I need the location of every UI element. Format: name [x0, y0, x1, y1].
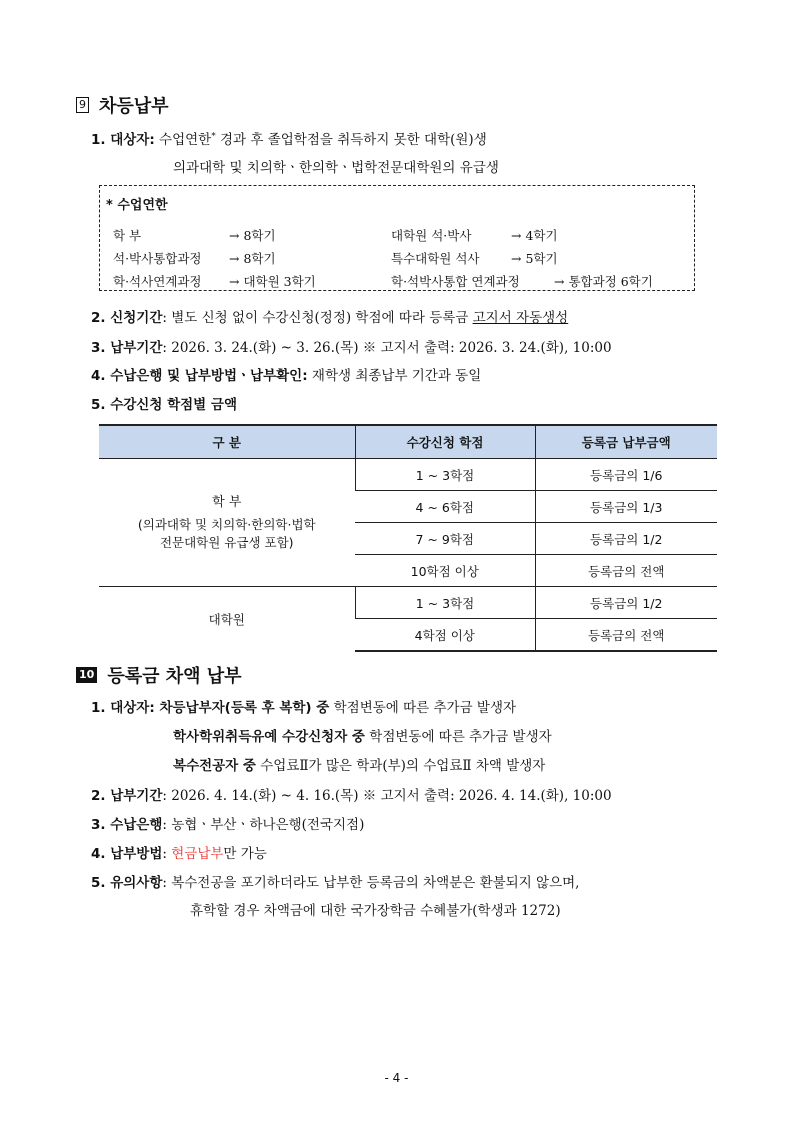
box-row-3-right-value: → 통합과정 6학기 [554, 274, 653, 289]
group-undergrad-cell [99, 459, 355, 587]
box-row-2-left-label: 석·박사통합과정 [113, 251, 202, 266]
s10-target-text-3: 수업료Ⅱ가 많은 학과(부)의 수업료Ⅱ 차액 발생자 [255, 758, 546, 774]
s10-method-colon: : [162, 846, 172, 862]
credits-cell: 4학점 이상 [355, 619, 535, 652]
amount-cell: 등록금의 1/2 [535, 587, 717, 619]
group-undergrad-title: 학 부 [212, 494, 242, 510]
s10-pay-line [91, 784, 612, 804]
s10-pay-label: 2. 납부기간 [91, 788, 163, 804]
s9-bank-line [91, 364, 481, 384]
group-grad-cell: 대학원 [99, 587, 355, 652]
s10-target-bold-2: 학사학위취득유예 수강신청자 중 [173, 729, 365, 745]
s10-target-line-3 [173, 754, 545, 774]
box-row-1-right-value: → 4학기 [511, 228, 558, 243]
s10-target-line-2 [173, 725, 552, 745]
section-9-title [76, 92, 169, 118]
s10-bank-line [91, 813, 364, 833]
box-row-2-right-label: 특수대학원 석사 [391, 251, 480, 266]
s9-pay-text: : 2026. 3. 24.(화) ~ 3. 26.(목) ※ 고지서 출력: 2026. 3. 24.(화), 10:00 [162, 340, 612, 356]
s9-apply-label: 2. 신청기간 [91, 310, 163, 326]
s10-method-line [91, 842, 267, 862]
box-row-2-left-value: → 8학기 [229, 251, 276, 266]
s10-target-text-1: 학점변동에 따른 추가금 발생자 [329, 700, 517, 716]
box-row-3-right-label: 학·석박사통합 연계과정 [391, 274, 520, 289]
amount-cell: 등록금의 1/3 [535, 491, 717, 523]
credits-cell: 1 ~ 3학점 [355, 587, 535, 619]
group-undergrad-note-2: 전문대학원 유급생 포함) [159, 534, 294, 550]
col-header-credits: 수강신청 학점 [355, 425, 535, 459]
box-row-3-left-label: 학·석사연계과정 [113, 274, 202, 289]
s10-target-bold-3: 복수전공자 중 [173, 758, 256, 774]
s10-bank-text: : 농협ㆍ부산ㆍ하나은행(전국지점) [162, 817, 365, 833]
s9-target-sup: * [211, 131, 216, 142]
box-row-1-left-label: 학 부 [113, 228, 142, 243]
s9-pay-label: 3. 납부기간 [91, 340, 163, 356]
s9-bank-label: 4. 수납은행 및 납부방법ㆍ납부확인: [91, 368, 308, 384]
s9-target-text-2: 경과 후 졸업학점을 취득하지 못한 대학(원)생 [215, 132, 487, 148]
s9-bank-text: 재학생 최종납부 기간과 동일 [307, 368, 482, 384]
amount-cell: 등록금의 1/6 [535, 459, 717, 491]
section-10-title [76, 662, 242, 688]
s10-method-label: 4. 납부방법 [91, 846, 163, 862]
s9-pay-line [91, 336, 612, 356]
s9-apply-underline: 고지서 자동생성 [472, 310, 569, 326]
table-row [99, 459, 717, 491]
table-header-row [99, 425, 717, 459]
s10-note-text-1: : 복수전공을 포기하더라도 납부한 등록금의 차액분은 환불되지 않으며, [162, 875, 580, 891]
section-9-number: 9 [76, 97, 89, 113]
page-number: - 4 - [384, 1071, 409, 1085]
amount-cell: 등록금의 전액 [535, 619, 717, 652]
s10-note-line-2: 휴학할 경우 차액금에 대한 국가장학금 수혜불가(학생과 1272) [190, 903, 561, 919]
s10-note-label: 5. 유의사항 [91, 875, 163, 891]
box-row-1-right-label: 대학원 석·박사 [391, 228, 472, 243]
s10-target-bold-1: 차등납부자(등록 후 복학) 중 [154, 700, 330, 716]
table-row [99, 587, 717, 619]
group-undergrad-note-1: (의과대학 및 치의학·한의학·법학 [137, 516, 316, 532]
s10-target-line-1 [91, 696, 516, 716]
s10-target-label: 1. 대상자: [91, 700, 155, 716]
section-9-heading: 차등납부 [99, 96, 169, 117]
credits-cell: 7 ~ 9학점 [355, 523, 535, 555]
s9-target-line2: 의과대학 및 치의학ㆍ한의학ㆍ법학전문대학원의 유급생 [173, 160, 499, 176]
s9-apply-text: : 별도 신청 없이 수강신청(정정) 학점에 따라 등록금 [162, 310, 473, 326]
s9-target-text-1: 수업연한 [159, 132, 212, 148]
s10-method-text: 만 가능 [223, 846, 267, 862]
credits-cell: 10학점 이상 [355, 555, 535, 587]
s10-method-red: 현금납부 [171, 846, 224, 862]
s10-bank-label: 3. 수납은행 [91, 817, 163, 833]
semester-box-heading: * 수업연한 [106, 198, 168, 213]
col-header-category: 구 분 [99, 425, 355, 459]
credits-cell: 1 ~ 3학점 [355, 459, 535, 491]
section-10-heading: 등록금 차액 납부 [107, 666, 242, 687]
amount-cell: 등록금의 1/2 [535, 523, 717, 555]
credits-cell: 4 ~ 6학점 [355, 491, 535, 523]
box-row-2-right-value: → 5학기 [511, 251, 558, 266]
box-row-1-left-value: → 8학기 [229, 228, 276, 243]
s9-credit-label: 5. 수강신청 학점별 금액 [91, 397, 237, 413]
s10-pay-text: : 2026. 4. 14.(화) ~ 4. 16.(목) ※ 고지서 출력: 2026. 4. 14.(화), 10:00 [162, 788, 612, 804]
col-header-amount: 등록금 납부금액 [535, 425, 717, 459]
s10-target-text-2: 학점변동에 따른 추가금 발생자 [364, 729, 552, 745]
s9-apply-line [91, 306, 568, 326]
box-row-3-left-value: → 대학원 3학기 [229, 274, 316, 289]
s9-target-label: 1. 대상자: [91, 132, 155, 148]
amount-cell: 등록금의 전액 [535, 555, 717, 587]
s10-note-line-1 [91, 871, 579, 891]
tuition-table [99, 424, 717, 652]
section-10-number: 10 [76, 667, 97, 683]
s9-target-line [91, 128, 487, 148]
